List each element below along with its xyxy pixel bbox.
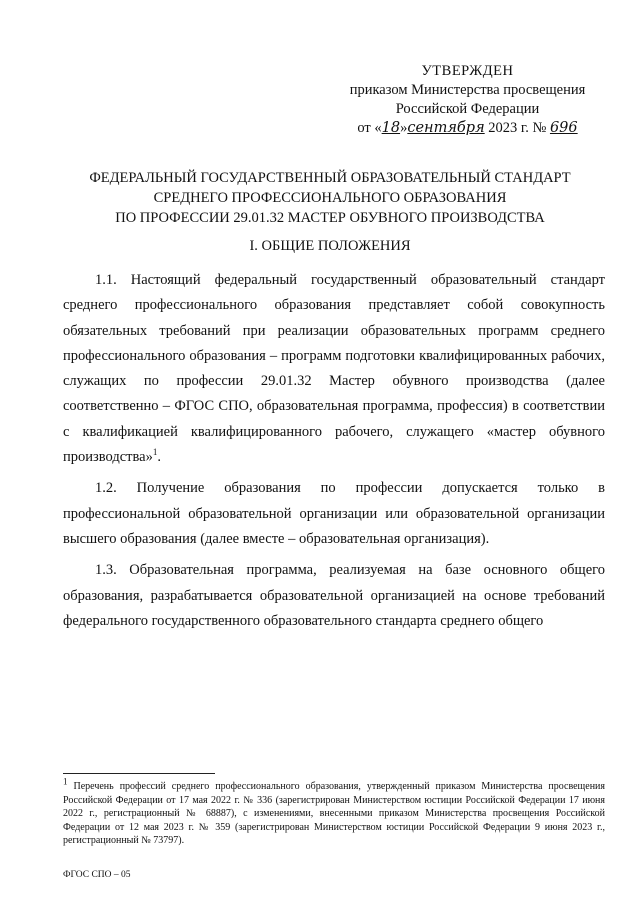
- paragraph-1-3: 1.3. Образовательная программа, реализуемая на базе основного общего образования, разрабатывается образовательной организацией на основе требований федерального государственного образовательного стандарта среднего общего: [63, 562, 605, 629]
- date-day: 18: [381, 120, 401, 136]
- paragraph-1-2: 1.2. Получение образования по профессии допускается только в профессиональной образовательной организации или образовательной организации высшего образования (далее вместе – образовательная организация).: [63, 480, 605, 547]
- paragraph-1-1: 1.1. Настоящий федеральный государственный образовательный стандарт среднего профессионального образования представляет собой совокупность обязательных требований при реализации образовательных программ среднего профессионального образования – программ подготовки квалифицированных рабочих, служащих по профессии 29.01.32 Мастер обувного производства (далее соответственно – ФГОС СПО, образовательная программа, профессия) в соответствии с квалификацией квалифицированного рабочего, служащего «мастер обувного производства»$^1$.: [63, 272, 605, 466]
- paragraph-1-1-text: 1.1. Настоящий федеральный государственный образовательный стандарт среднего профессионального образования представляет собой совокупность обязательных требований при реализации образовательных программ среднего профессионального образования – программ подготовки квалифицированных рабочих, служащих по профессии 29.01.32 Мастер обувного производства (далее соответственно – ФГОС СПО, образовательная программа, профессия) в соответствии с квалификацией квалифицированного рабочего, служащего «мастер обувного производства»: [63, 272, 605, 466]
- section-heading: I. ОБЩИЕ ПОЛОЖЕНИЯ: [249, 238, 411, 254]
- footnote-divider: [63, 773, 215, 774]
- footnote-text: Перечень профессий среднего профессионального образования, утвержденный приказом Министерства просвещения Российской Федерации от 17 мая 2022 г. № 336 (зарегистрирован Министерством юстиции Российской Федерации 17 июня 2022 г., регистрационный № 68887), с изменениями, внесенными приказом Министерства просвещения Российской Федерации от 12 мая 2023 г. № 359 (зарегистрирован Министерством юстиции Российской Федерации 9 июня 2023 г., регистрационный № 73797).: [63, 781, 605, 846]
- document-title: [70, 168, 590, 228]
- date-prefix: от «: [357, 120, 382, 136]
- order-number: 696: [549, 120, 578, 136]
- date-mid: »: [400, 120, 408, 136]
- approval-heading: УТВЕРЖДЕН: [421, 63, 514, 79]
- approval-line-country: Российской Федерации: [395, 101, 540, 117]
- page-code: ФГОС СПО – 05: [63, 870, 131, 880]
- title-line-2: СРЕДНЕГО ПРОФЕССИОНАЛЬНОГО ОБРАЗОВАНИЯ: [153, 190, 507, 206]
- approval-date-line: [345, 119, 590, 138]
- date-year: 2023 г. №: [488, 120, 547, 136]
- footnote: [63, 776, 605, 848]
- document-body: [63, 268, 605, 634]
- approval-block: [345, 62, 590, 138]
- footnote-marker: 1: [63, 776, 68, 787]
- approval-line-ministry: приказом Министерства просвещения: [349, 82, 586, 98]
- date-month: сентября: [407, 120, 485, 136]
- footnote-ref: 1: [152, 447, 158, 458]
- title-line-1: ФЕДЕРАЛЬНЫЙ ГОСУДАРСТВЕННЫЙ ОБРАЗОВАТЕЛЬНЫЙ СТАНДАРТ: [89, 170, 571, 186]
- title-line-3: ПО ПРОФЕССИИ 29.01.32 МАСТЕР ОБУВНОГО ПРОИЗВОДСТВА: [115, 210, 545, 226]
